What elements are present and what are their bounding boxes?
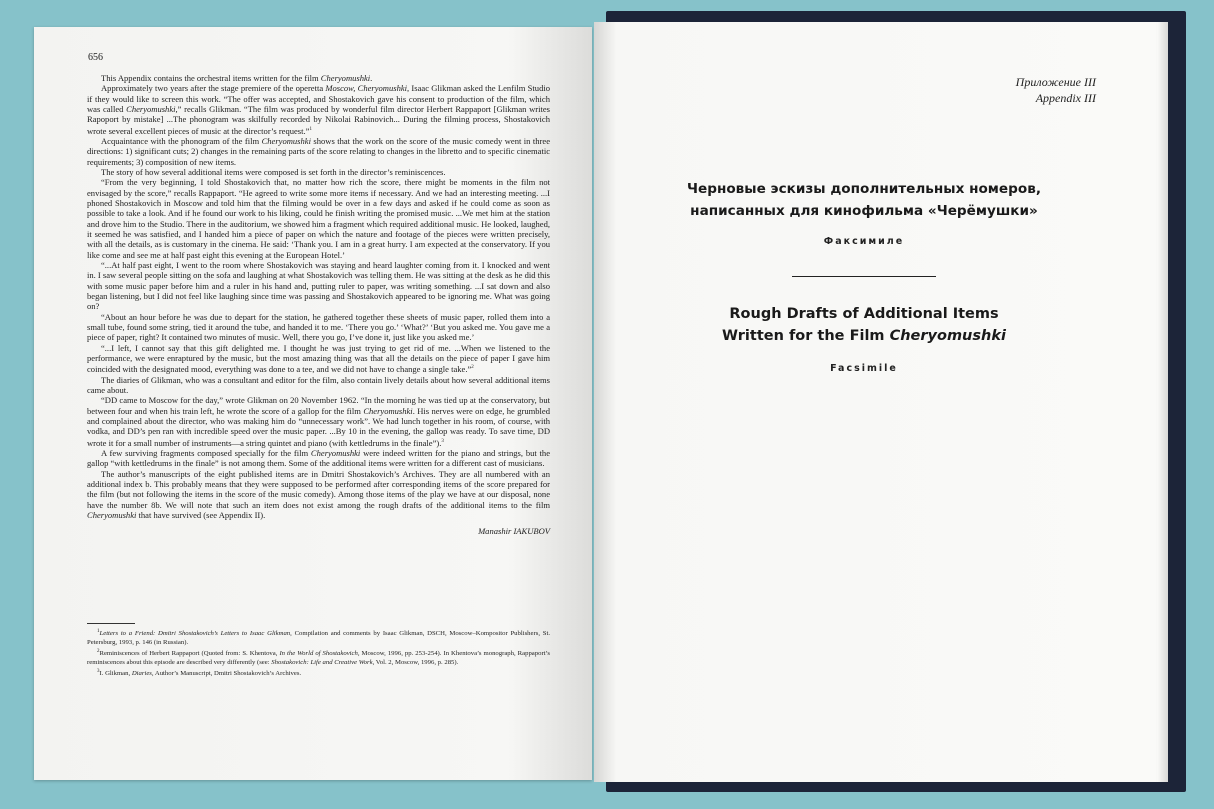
text-segment: , Moscow, 1996, pp. 253-254). In Khentova’s monograph, Rappaport’s reminiscences about this episode are described very differently (see: xyxy=(87,650,550,667)
header-en: Appendix III xyxy=(1035,91,1096,105)
text-segment: Cheryomushki xyxy=(363,405,413,416)
text-segment: ,” recalls Glikman. “The film was produced by wonderful film director Herbert Rappaport [Glikman writes Rapoport by mistake] ...The phonogram was skilfully recorded by Nikolai Rabinovich... During the filming process, Shostakovich wrote several excellent pieces of music at the director’s request.” xyxy=(87,104,551,136)
text-segment: , Isaac Glikman asked the Lenfilm Studio if they would like to screen this work. “The offer was accepted, and Shostakovich gave his consent to production of the film, which was called xyxy=(87,83,550,115)
text-segment: Acquaintance with the phonogram of the film xyxy=(101,135,262,146)
text-segment: The diaries of Glikman, who was a consultant and editor for the film, also contain lively details about how several additional items came about. xyxy=(87,374,550,395)
running-header xyxy=(1016,74,1096,106)
paragraph xyxy=(87,395,550,448)
author-signature: Manashir IAKUBOV xyxy=(478,526,550,537)
text-segment: Shostakovich: Life and Creative Work xyxy=(271,659,373,667)
footnote-marker: 3 xyxy=(441,438,444,444)
text-segment: Cheryomushki xyxy=(261,135,311,146)
paragraph xyxy=(87,469,550,521)
text-segment: In the World of Shostakovich xyxy=(279,650,358,658)
footnote xyxy=(87,628,550,648)
paragraph xyxy=(87,83,550,136)
text-segment: were indeed written for the piano and strings, but the gallop “with kettledrums in the finale” is not among them. Some of the additional items were written for a different cast of musicians. xyxy=(87,447,550,469)
paragraph xyxy=(87,312,550,343)
text-segment: Diaries xyxy=(131,670,152,678)
text-segment: The story of how several additional items were composed is set forth in the director’s reminiscences. xyxy=(101,166,446,177)
text-segment: , Compilation and comments by Isaac Glikman, DSCH, Moscow–Kompositor Publishers, St. Petersburg, 1993, p. 146 (in Russian). xyxy=(87,630,550,647)
text-segment: “...At half past eight, I went to the room where Shostakovich was staying and heard laughter coming from it. I knocked and went in. I saw several people sitting on the sofa and laughing at what Shostakovich was telling them. He was sitting at the desk as he did this with some music paper before him and a ruler in his hand and, putting ruler to paper, was writing something. ...I sat down and also began listening, but I did not feel like laughing since time was passing and Shostakovich appeared to be ignoring me. What was going on? xyxy=(87,260,550,312)
text-segment: Cheryomushki xyxy=(310,447,361,458)
paragraph xyxy=(87,136,550,167)
footnotes xyxy=(87,628,550,679)
paragraph xyxy=(87,177,550,260)
text-segment: Cheryomushki xyxy=(87,509,137,520)
paragraph xyxy=(87,448,550,469)
russian-subtitle: Факсимиле xyxy=(823,236,905,247)
footnote xyxy=(87,668,550,679)
russian-title-line-2: написанных для кинофильма «Черёмушки» xyxy=(690,203,1038,219)
text-segment: “About an hour before he was due to depart for the station, he gathered together these sheets of music paper, rolled them into a small tube, found some string, tied it around the tube, and handed it to me. ‘There you go.’ ‘What?’ ‘But you asked me. You gave me a piece of paper, right? It contained two minutes of music. Well, there you go, I’ve done it, just like you asked me.’ xyxy=(87,311,550,343)
text-segment: Letters to a Friend: Dmitri Shostakovich’s Letters to Isaac Glikman xyxy=(99,630,291,638)
title-divider xyxy=(792,276,936,277)
text-segment: A few surviving fragments composed specially for the film xyxy=(101,447,311,458)
footnote-divider xyxy=(87,623,135,624)
footnote-marker: 1 xyxy=(97,629,100,634)
footnote-marker: 3 xyxy=(97,669,100,675)
paragraph xyxy=(87,73,550,83)
text-segment: shows that the work on the score of the music comedy went in three directions: 1) significant cuts; 2) changes in the remaining parts of the score relating to changes in the libretto and to specific cinematic requirements; 3) composition of new items. xyxy=(87,135,550,167)
text-segment: This Appendix contains the orchestral items written for the film xyxy=(101,73,321,83)
text-segment: Cheryomushki xyxy=(320,73,371,83)
english-subtitle: Facsimile xyxy=(830,363,898,374)
text-segment: I. Glikman, xyxy=(99,670,132,678)
english-title-prefix: Written for the Film xyxy=(722,328,890,344)
text-segment: Moscow, Cheryomushki xyxy=(325,83,408,94)
english-title-line-2 xyxy=(594,325,1134,347)
text-segment: Reminiscences of Herbert Rappaport (Quoted from: S. Khentova, xyxy=(99,650,280,658)
appendix-body-text xyxy=(87,73,550,537)
paragraph xyxy=(87,343,550,375)
text-segment: Approximately two years after the stage premiere of the operetta xyxy=(101,83,326,94)
text-segment: , Author’s Manuscript, Dmitri Shostakovich’s Archives. xyxy=(151,670,302,678)
russian-title xyxy=(594,178,1134,222)
header-ru: Приложение III xyxy=(1015,75,1096,89)
paragraph xyxy=(87,375,550,396)
footnote-marker: 2 xyxy=(97,649,100,655)
text-segment: . xyxy=(370,73,373,83)
english-title xyxy=(594,303,1134,347)
page-number: 656 xyxy=(88,52,103,63)
text-segment: “...I left, I cannot say that this gift delighted me. I thought he was just trying to get rid of me. ...When we listened to the performance, we were enraptured by the music, but the most amazing thing was that all the details on the piece of paper I gave him coincided with the designated mood, everything was done to a tee, and we did not have to change a single take.” xyxy=(87,342,550,375)
footnote xyxy=(87,648,550,668)
text-segment: The author’s manuscripts of the eight published items are in Dmitri Shostakovich’s Archives. They are all numbered with an additional index b. This probably means that they were supposed to be performed after corresponding items of the score prepared for the film (but not following the items in the score of the music comedy). Among those items of the play we have at our disposal, none have the number 8b. We will note that such an item does not exist among the rough drafts of the additional items to the film xyxy=(87,468,550,510)
footnote-marker: 1 xyxy=(309,126,312,132)
text-segment: “From the very beginning, I told Shostakovich that, no matter how rich the score, there might be moments in the film not envisaged by the score,” recalls Rappaport. “He agreed to write some more items if necessary. And we had an interesting meeting. ...I phoned Shostakovich in Moscow and told him that the filming would be over in a few days and asked if he could come as soon as possible to take a look. And if he found our work to his liking, could he finish writing the promised music. ...We met him at the station and drove him to the Studio. There in the auditorium, we showed him a fragment which required additional music. He looked, laughed, it seemed he was satisfied, and I handed him a piece of paper on which the nature and footage of the pieces were written precisely, with all the details, as is customary in the cinema. He said: ‘Thank you. I am in a great hurry. I am expected at the conservatory. If you like come and see me at half past eight this evening at the European Hotel.’ xyxy=(87,177,550,260)
english-title-film-name: Cheryomushki xyxy=(889,328,1006,344)
text-segment: . His nerves were on edge, he grumbled and complained about the director, who was making him do “unnecessary work”. We had lunch together in his room, of course, with vodka, and DD’s pen ran with incredible speed over the music paper. ...By 10 in the evening, the gallop was ready. To save time, DD wrote it for a small number of instruments—a string quintet and piano (with kettledrums in the finale”). xyxy=(87,405,550,448)
paragraph xyxy=(87,167,550,177)
text-segment: “DD came to Moscow for the day,” wrote Glikman on 20 November 1962. “In the morning he was tied up at the conservatory, but between four and when his train left, he wrote the score of a gallop for the film xyxy=(87,395,550,416)
left-page xyxy=(34,27,592,780)
footnote-marker: 2 xyxy=(471,365,474,371)
text-segment: Cheryomushki xyxy=(126,104,176,115)
paragraph xyxy=(87,260,550,312)
text-segment: that have survived (see Appendix II). xyxy=(136,509,266,520)
right-page xyxy=(594,22,1156,782)
english-title-line-1: Rough Drafts of Additional Items xyxy=(729,306,999,322)
text-segment: , Vol. 2, Moscow, 1996, p. 285). xyxy=(372,659,459,667)
russian-title-line-1: Черновые эскизы дополнительных номеров, xyxy=(687,181,1041,197)
